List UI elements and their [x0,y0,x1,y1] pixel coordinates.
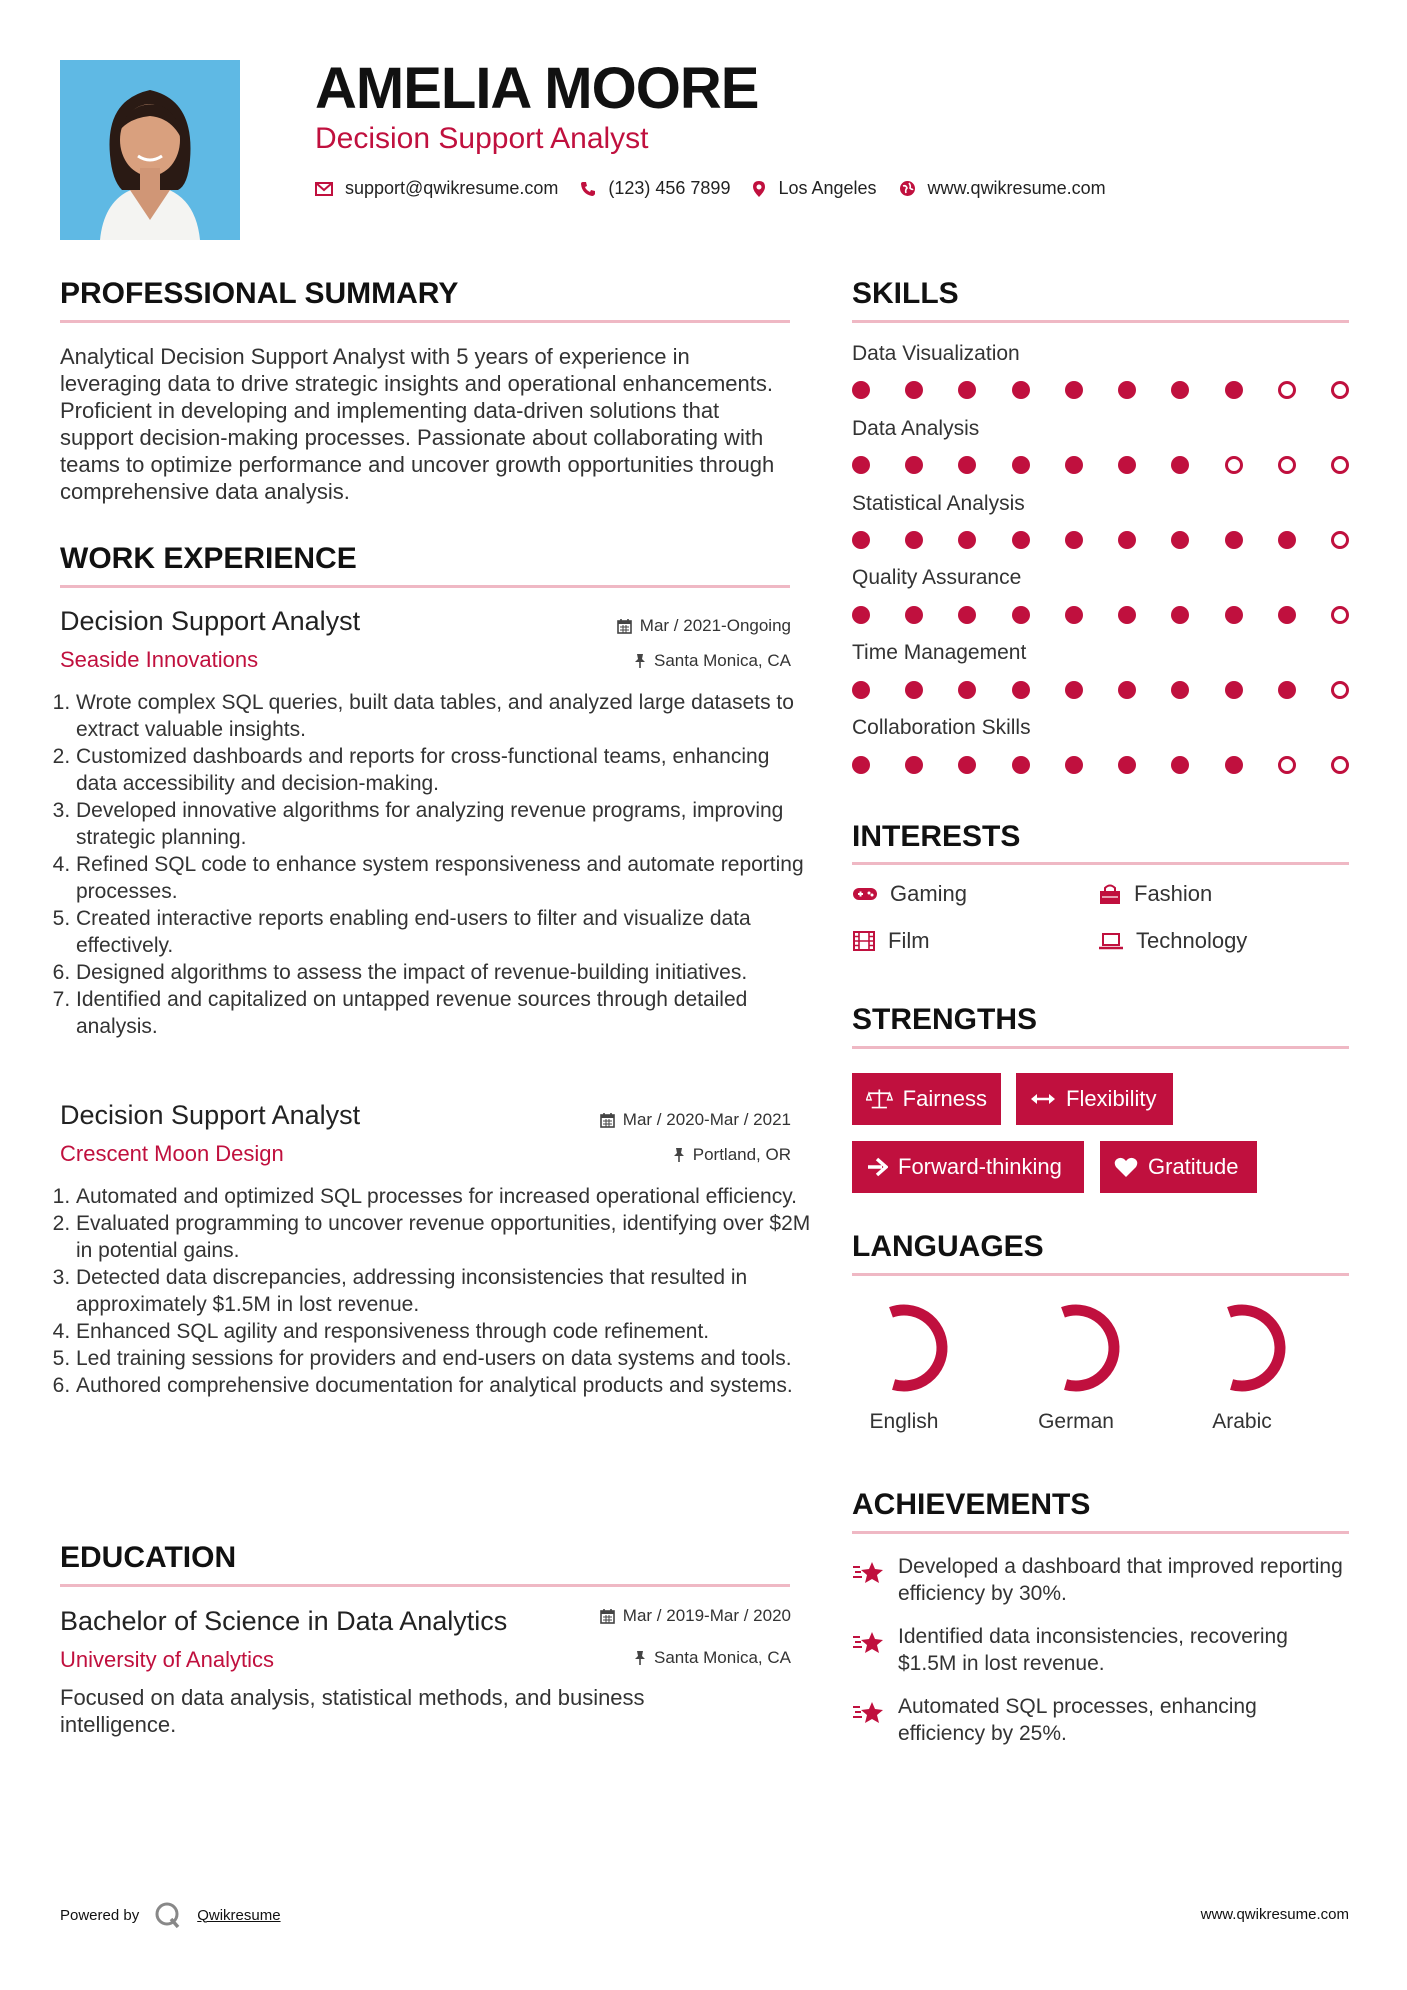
job-dates [500,1110,791,1130]
rating-dot-filled [852,456,870,474]
rating-dot-filled [1278,531,1296,549]
skill-rating [852,381,1349,401]
rating-dot-filled [1012,531,1030,549]
powered-by-label: Powered by [60,1906,140,1924]
rating-dot-filled [1171,681,1189,699]
rating-dot-filled [852,606,870,624]
calendar-icon [600,1608,615,1624]
list-item: 6. Authored comprehensive documentation for analytical products and systems. [76,1372,811,1399]
job-bullets [58,1183,811,1399]
job-company: Crescent Moon Design [60,1141,284,1166]
rating-dot-filled [1012,606,1030,624]
skill-name: Statistical Analysis [852,492,1025,515]
laptop-icon [1098,931,1124,951]
experience-rule [60,585,790,588]
education-rule [60,1584,790,1587]
contact-email[interactable] [315,178,558,199]
contact-bar [315,178,1128,199]
rating-dot-filled [1225,681,1243,699]
list-item: 2. Evaluated programming to uncover revenue opportunities, identifying over $2M in potential gains. [76,1210,811,1264]
list-item: 6. Designed algorithms to assess the impact of revenue-building initiatives. [76,959,811,986]
rating-dot-filled [1065,756,1083,774]
strengths-heading: STRENGTHS [852,1003,1038,1036]
contact-website-text: www.qwikresume.com [927,178,1106,198]
envelope-icon [315,182,333,196]
achievement-text: Identified data inconsistencies, recovering $1.5M in lost revenue. [898,1625,1288,1675]
strength-tag [852,1141,1084,1193]
pushpin-icon [634,653,646,669]
proficiency-arc [891,1310,942,1386]
rating-dot-filled [1118,531,1136,549]
rating-dot-filled [1118,381,1136,399]
rating-dot-filled [852,381,870,399]
rating-dot-filled [1225,606,1243,624]
proficiency-arc [1229,1310,1280,1386]
interest-label: Film [888,928,930,953]
rating-dot-filled [1012,381,1030,399]
education-dates [500,1606,791,1626]
rating-dot-empty [1331,756,1349,774]
strength-label: Fairness [902,1086,987,1111]
list-item: 7. Identified and capitalized on untapped revenue sources through detailed analysis. [76,986,811,1040]
map-marker-icon [752,180,766,198]
language-proficiency-ring [854,1298,954,1398]
achievement-item [852,1623,1349,1677]
language-name: Arabic [1212,1410,1272,1433]
shooting-star-icon [852,1559,886,1585]
skill-rating [852,456,1349,476]
languages-rule [852,1273,1349,1276]
arrow-right-icon [866,1157,888,1177]
rating-dot-filled [905,606,923,624]
school-name: University of Analytics [60,1647,274,1672]
job-dates-text: Mar / 2020-Mar / 2021 [622,1110,791,1129]
candidate-name: AMELIA MOORE [315,56,759,121]
summary-rule [60,320,790,323]
language-item [842,1298,966,1434]
list-item: 1. Automated and optimized SQL processes for increased operational efficiency. [76,1183,811,1210]
rating-dot-filled [1065,531,1083,549]
contact-location-text: Los Angeles [778,178,877,198]
rating-dot-empty [1278,456,1296,474]
rating-dot-filled [852,681,870,699]
rating-dot-filled [958,681,976,699]
qwikresume-logo-icon [153,1900,183,1930]
interests-heading: INTERESTS [852,820,1021,853]
summary-heading: PROFESSIONAL SUMMARY [60,277,459,310]
job-location [500,1145,791,1165]
heart-icon [1114,1156,1138,1178]
rating-dot-filled [905,456,923,474]
rating-dot-filled [1278,681,1296,699]
rating-dot-empty [1278,381,1296,399]
arrows-horizontal-icon [1030,1092,1056,1106]
job-location [500,651,791,671]
list-item: 3. Detected data discrepancies, addressing inconsistencies that resulted in approximately $1.5M in lost revenue. [76,1264,811,1318]
gamepad-icon [852,886,878,902]
candidate-title: Decision Support Analyst [315,122,649,155]
contact-phone[interactable] [580,178,730,199]
skill-name: Data Visualization [852,342,1020,365]
rating-dot-filled [905,681,923,699]
shopping-bag-icon [1098,883,1122,905]
rating-dot-filled [905,531,923,549]
rating-dot-filled [1171,456,1189,474]
rating-dot-filled [1171,531,1189,549]
rating-dot-filled [852,531,870,549]
language-item [1014,1298,1138,1434]
contact-location [752,178,876,199]
list-item: 1. Wrote complex SQL queries, built data tables, and analyzed large datasets to extract valuable insights. [76,689,811,743]
pushpin-icon [673,1147,685,1163]
rating-dot-filled [1278,606,1296,624]
shooting-star-icon [852,1629,886,1655]
interest-item [1098,881,1212,907]
interest-label: Fashion [1134,881,1213,906]
degree-title: Bachelor of Science in Data Analytics [60,1606,508,1636]
language-proficiency-ring [1192,1298,1292,1398]
rating-dot-filled [1065,456,1083,474]
job-location-text: Santa Monica, CA [653,651,791,670]
interest-label: Technology [1136,928,1248,953]
contact-phone-text: (123) 456 7899 [608,178,731,198]
rating-dot-filled [1012,756,1030,774]
rating-dot-filled [958,381,976,399]
achievement-item [852,1693,1349,1747]
rating-dot-filled [1225,381,1243,399]
job-location-text: Portland, OR [692,1145,791,1164]
contact-email-text: support@qwikresume.com [345,178,559,198]
strengths-rule [852,1046,1349,1049]
film-icon [852,930,876,952]
footer-website[interactable]: www.qwikresume.com [1200,1906,1349,1923]
skill-rating [852,606,1349,626]
rating-dot-filled [1171,606,1189,624]
globe-icon [899,180,916,197]
pushpin-icon [634,1650,646,1666]
skill-name: Time Management [852,641,1027,664]
rating-dot-filled [1012,681,1030,699]
education-dates-text: Mar / 2019-Mar / 2020 [622,1606,791,1625]
skills-heading: SKILLS [852,277,959,310]
education-location-text: Santa Monica, CA [653,1648,791,1667]
rating-dot-filled [1171,756,1189,774]
calendar-icon [600,1112,615,1128]
achievements-rule [852,1531,1349,1534]
rating-dot-filled [905,756,923,774]
interest-item [852,881,967,907]
education-heading: EDUCATION [60,1541,237,1574]
skill-rating [852,681,1349,701]
strength-label: Forward-thinking [898,1154,1062,1179]
achievements-heading: ACHIEVEMENTS [852,1488,1091,1521]
rating-dot-filled [1225,756,1243,774]
rating-dot-filled [1118,681,1136,699]
list-item: 3. Developed innovative algorithms for analyzing revenue programs, improving strategic planning. [76,797,811,851]
rating-dot-filled [958,531,976,549]
rating-dot-filled [1118,456,1136,474]
achievement-item [852,1553,1349,1607]
interest-label: Gaming [890,881,968,906]
experience-heading: WORK EXPERIENCE [60,542,357,575]
rating-dot-empty [1331,606,1349,624]
language-name: German [1038,1410,1114,1433]
phone-icon [580,181,596,197]
skill-name: Data Analysis [852,417,980,440]
list-item: 5. Created interactive reports enabling end-users to filter and visualize data effectively. [76,905,811,959]
rating-dot-empty [1331,381,1349,399]
rating-dot-empty [1331,681,1349,699]
education-description: Focused on data analysis, statistical methods, and business intelligence. [60,1685,645,1737]
languages-heading: LANGUAGES [852,1230,1044,1263]
balance-scale-icon [866,1088,893,1110]
interest-item [852,928,930,954]
rating-dot-filled [1225,531,1243,549]
education-location [500,1648,791,1668]
strength-label: Gratitude [1148,1154,1239,1179]
achievement-text: Automated SQL processes, enhancing efficiency by 25%. [898,1695,1257,1745]
language-proficiency-ring [1026,1298,1126,1398]
strength-tag [1016,1073,1173,1125]
rating-dot-empty [1331,456,1349,474]
job-title: Decision Support Analyst [60,1100,361,1130]
rating-dot-empty [1331,531,1349,549]
rating-dot-filled [852,756,870,774]
footer-powered-by [60,1900,281,1930]
summary-text: Analytical Decision Support Analyst with 5 years of experience in leveraging data to drive strategic insights and operational enhancements. Proficient in developing and implementing data-driven solutions that support decision-making processes. Passionate about collaborating with teams to optimize performance and uncover growth opportunities through comprehensive data analysis. [60,344,775,504]
list-item: 2. Customized dashboards and reports for cross-functional teams, enhancing data accessibility and decision-making. [76,743,811,797]
job-title: Decision Support Analyst [60,606,361,636]
strength-tag [852,1073,1001,1125]
list-item: 4. Refined SQL code to enhance system responsiveness and automate reporting processes. [76,851,811,905]
qwikresume-link[interactable]: Qwikresume [197,1906,281,1924]
rating-dot-filled [1118,606,1136,624]
calendar-icon [617,618,632,634]
job-dates [500,616,791,636]
skill-name: Quality Assurance [852,566,1022,589]
language-item [1180,1298,1304,1434]
rating-dot-filled [1118,756,1136,774]
shooting-star-icon [852,1699,886,1725]
list-item: 5. Led training sessions for providers and end-users on data systems and tools. [76,1345,811,1372]
interests-rule [852,862,1349,865]
language-name: English [869,1410,939,1433]
rating-dot-filled [958,606,976,624]
rating-dot-filled [1171,381,1189,399]
rating-dot-filled [958,756,976,774]
skills-rule [852,320,1349,323]
rating-dot-filled [1065,606,1083,624]
job-company: Seaside Innovations [60,647,259,672]
skill-rating [852,756,1349,776]
strength-label: Flexibility [1066,1086,1157,1111]
strength-tag [1100,1141,1257,1193]
rating-dot-filled [1012,456,1030,474]
rating-dot-empty [1278,756,1296,774]
job-dates-text: Mar / 2021-Ongoing [639,616,791,635]
list-item: 4. Enhanced SQL agility and responsiveness through code refinement. [76,1318,811,1345]
interest-item [1098,928,1247,954]
rating-dot-filled [905,381,923,399]
rating-dot-filled [1065,381,1083,399]
rating-dot-empty [1225,456,1243,474]
rating-dot-filled [958,456,976,474]
skill-rating [852,531,1349,551]
contact-website[interactable] [899,178,1106,199]
job-bullets [58,689,811,1040]
achievement-text: Developed a dashboard that improved reporting efficiency by 30%. [898,1555,1343,1605]
proficiency-arc [1063,1310,1114,1386]
profile-photo [60,60,240,240]
rating-dot-filled [1065,681,1083,699]
skill-name: Collaboration Skills [852,716,1031,739]
